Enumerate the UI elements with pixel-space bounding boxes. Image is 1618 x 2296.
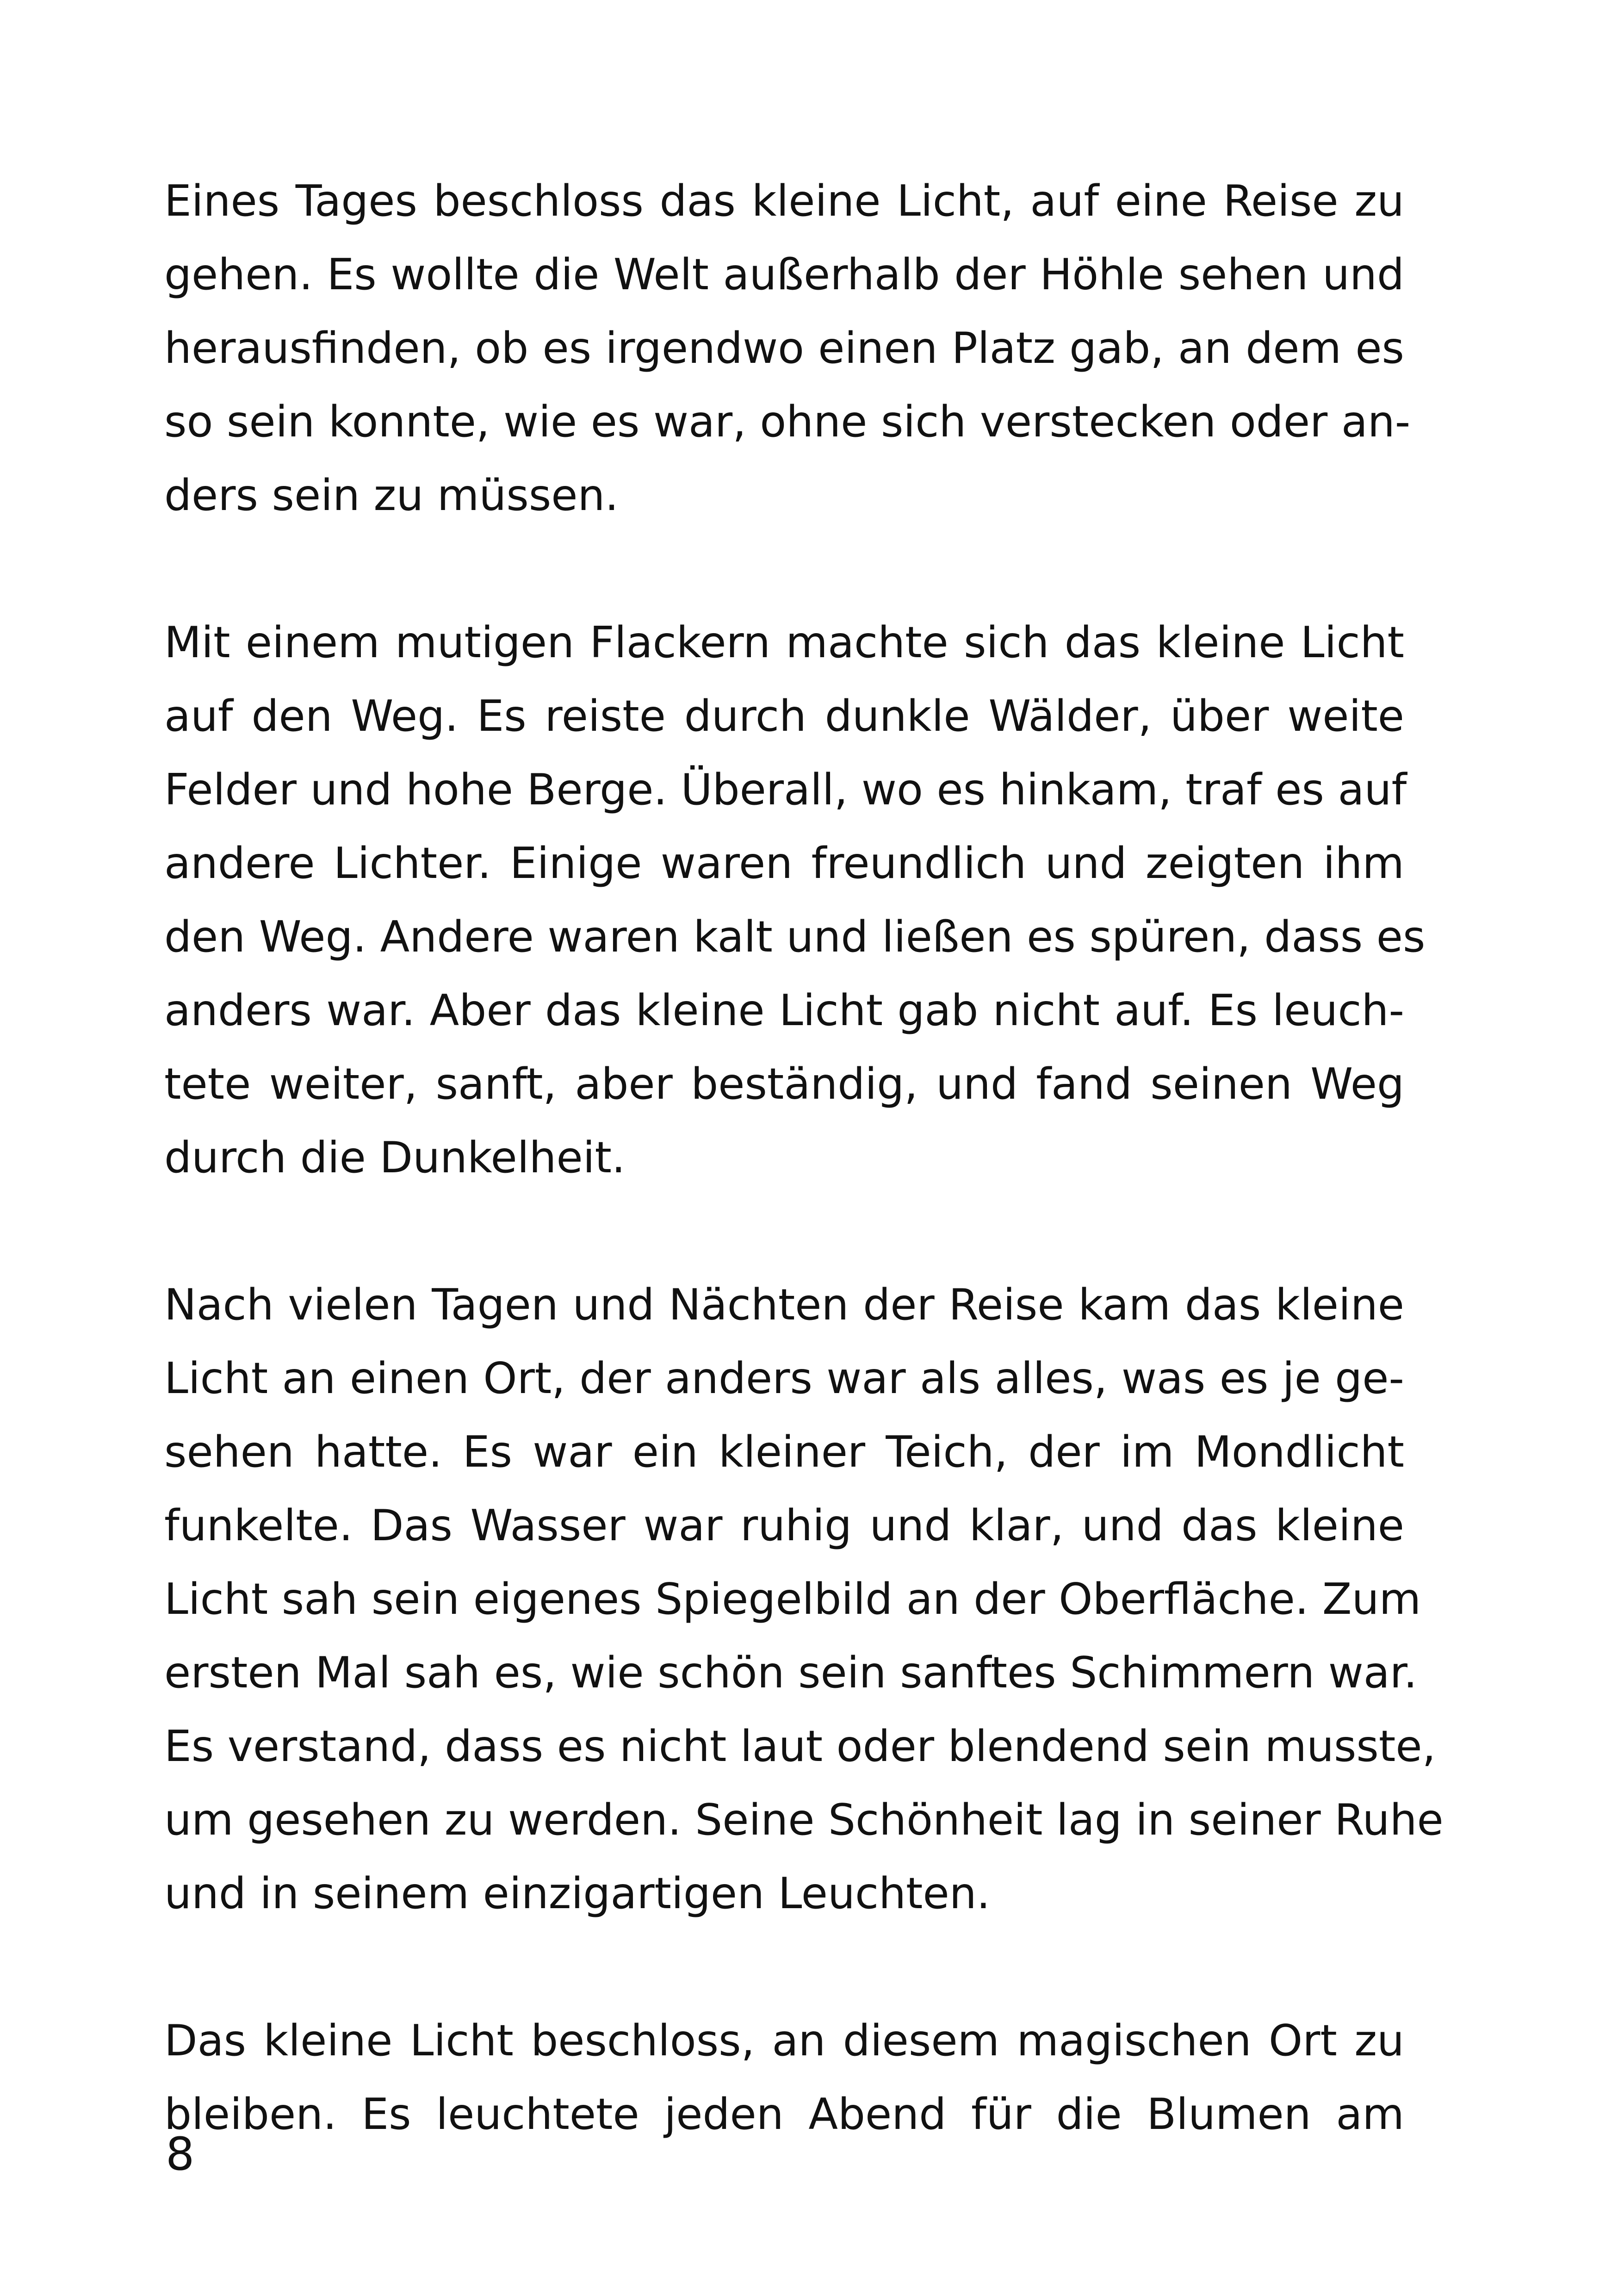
paragraph-gap bbox=[164, 1195, 1404, 1268]
text-line: den Weg. Andere waren kalt und ließen es spüren, dass es bbox=[164, 912, 1426, 962]
paragraph-3 bbox=[164, 1268, 1444, 1930]
text-line: ersten Mal sah es, wie schön sein sanftes Schimmern war. bbox=[164, 1648, 1418, 1698]
text-line: ders sein zu müssen. bbox=[164, 470, 619, 520]
paragraph-4 bbox=[164, 2004, 1404, 2151]
text-line: Mit einem mutigen Flackern machte sich das kleine Licht bbox=[164, 617, 1404, 667]
text-line: Felder und hohe Berge. Überall, wo es hinkam, traf es auf bbox=[164, 765, 1407, 815]
paragraph-gap bbox=[164, 1930, 1404, 2004]
text-line: Licht sah sein eigenes Spiegelbild an der Oberfläche. Zum bbox=[164, 1574, 1421, 1624]
text-line: bleiben. Es leuchtete jeden Abend für die Blumen am bbox=[164, 2089, 1404, 2139]
text-line: Eines Tages beschloss das kleine Licht, auf eine Reise zu bbox=[164, 176, 1404, 226]
paragraph-1 bbox=[164, 164, 1411, 532]
text-line: sehen hatte. Es war ein kleiner Teich, der im Mondlicht bbox=[164, 1427, 1404, 1477]
text-line: Nach vielen Tagen und Nächten der Reise kam das kleine bbox=[164, 1280, 1404, 1330]
text-line: tete weiter, sanft, aber beständig, und fand seinen Weg bbox=[164, 1059, 1404, 1109]
text-line: anders war. Aber das kleine Licht gab nicht auf. Es leuch- bbox=[164, 985, 1404, 1035]
paragraph-gap bbox=[164, 532, 1404, 606]
text-line: funkelte. Das Wasser war ruhig und klar, und das kleine bbox=[164, 1500, 1404, 1550]
text-line: Licht an einen Ort, der anders war als alles, was es je ge- bbox=[164, 1353, 1404, 1403]
page-number: 8 bbox=[166, 2128, 195, 2181]
text-line: gehen. Es wollte die Welt außerhalb der Höhle sehen und bbox=[164, 249, 1404, 299]
text-line: herausfinden, ob es irgendwo einen Platz gab, an dem es bbox=[164, 323, 1404, 373]
text-line: um gesehen zu werden. Seine Schönheit lag in seiner Ruhe bbox=[164, 1795, 1444, 1845]
text-line: durch die Dunkelheit. bbox=[164, 1132, 626, 1182]
text-line: Das kleine Licht beschloss, an diesem magischen Ort zu bbox=[164, 2016, 1404, 2066]
text-line: auf den Weg. Es reiste durch dunkle Wälder, über weite bbox=[164, 691, 1404, 741]
paragraph-2 bbox=[164, 606, 1426, 1195]
text-line: und in seinem einzigartigen Leuchten. bbox=[164, 1868, 991, 1918]
text-line: Es verstand, dass es nicht laut oder blendend sein musste, bbox=[164, 1721, 1436, 1771]
text-line: so sein konnte, wie es war, ohne sich verstecken oder an- bbox=[164, 397, 1411, 447]
page-body bbox=[164, 164, 1444, 2151]
text-line: andere Lichter. Einige waren freundlich und zeigten ihm bbox=[164, 838, 1404, 888]
